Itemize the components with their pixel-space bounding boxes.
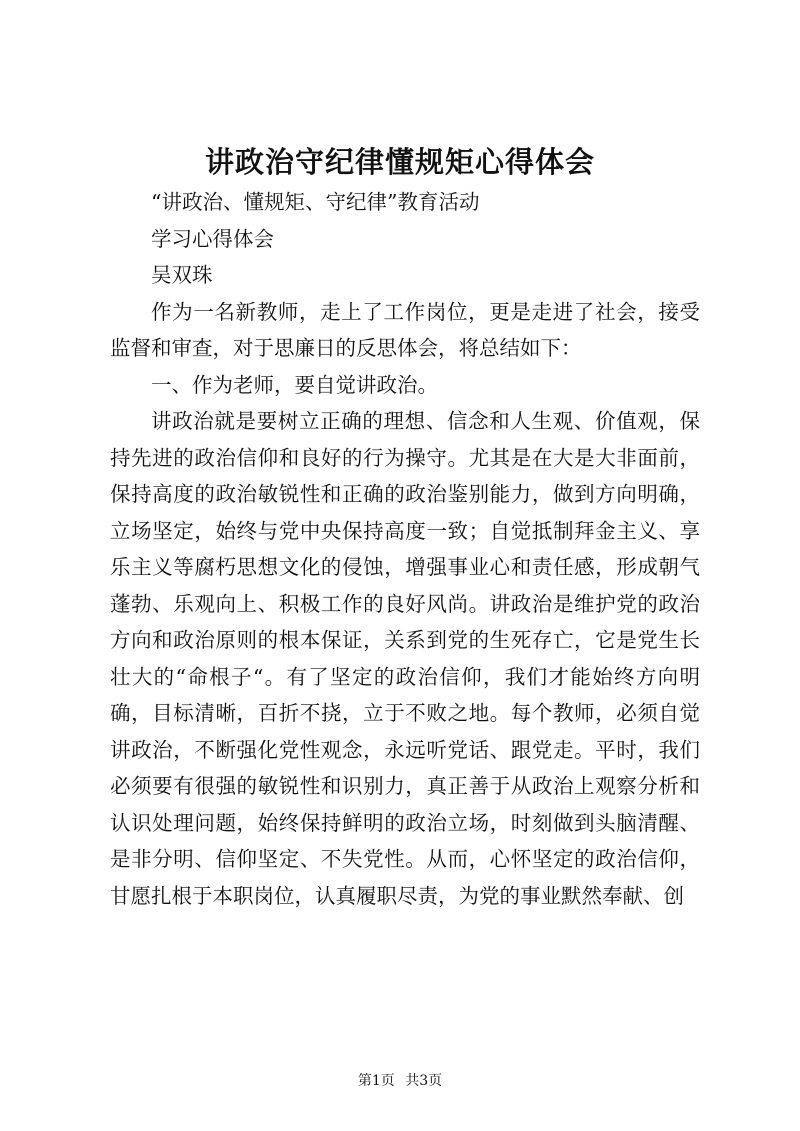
document-body [110,184,700,914]
paragraph-subtitle: “讲政治、懂规矩、守纪律”教育活动 [151,190,480,214]
page-footer [0,1071,800,1091]
paragraph-intro: 作为一名新教师，走上了工作岗位，更是走进了社会，接受监督和审查，对于思廉日的反思体会，将总结如下： [110,299,700,360]
document-title: 讲政治守纪律懂规矩心得体会 [204,145,595,179]
paragraph-subtitle-2: 学习心得体会 [151,226,274,251]
page-number: 第1页 [357,1073,395,1089]
page-total: 共3页 [405,1073,443,1089]
paragraph-author: 吴双珠 [151,263,213,287]
paragraph-heading-1: 一、作为老师，要自觉讲政治。 [151,372,438,397]
paragraph-body-1: 讲政治就是要树立正确的理想、信念和人生观、价值观，保持先进的政治信仰和良好的行为操守。尤其是在大是大非面前，保持高度的政治敏锐性和正确的政治鉴别能力，做到方向明确，立场坚定，始终与党中央保持高度一致；自觉抵制拜金主义、享乐主义等腐朽思想文化的侵蚀，增强事业心和责任感，形成朝气蓬勃、乐观向上、积极工作的良好风尚。讲政治是维护党的政治方向和政治原则的根本保证，关系到党的生死存亡，它是党生长壮大的“命根子“。有了坚定的政治信仰，我们才能始终方向明确，目标清晰，百折不挠，立于不败之地。每个教师，必须自觉讲政治，不断强化党性观念，永远听党话、跟党走。平时，我们必须要有很强的敏锐性和识别力，真正善于从政治上观察分析和认识处理问题，始终保持鲜明的政治立场，时刻做到头脑清醒、是非分明、信仰坚定、不失党性。从而，心怀坚定的政治信仰，甘愿扎根于本职岗位，认真履职尽责，为党的事业默然奉献、创 [110,409,700,908]
